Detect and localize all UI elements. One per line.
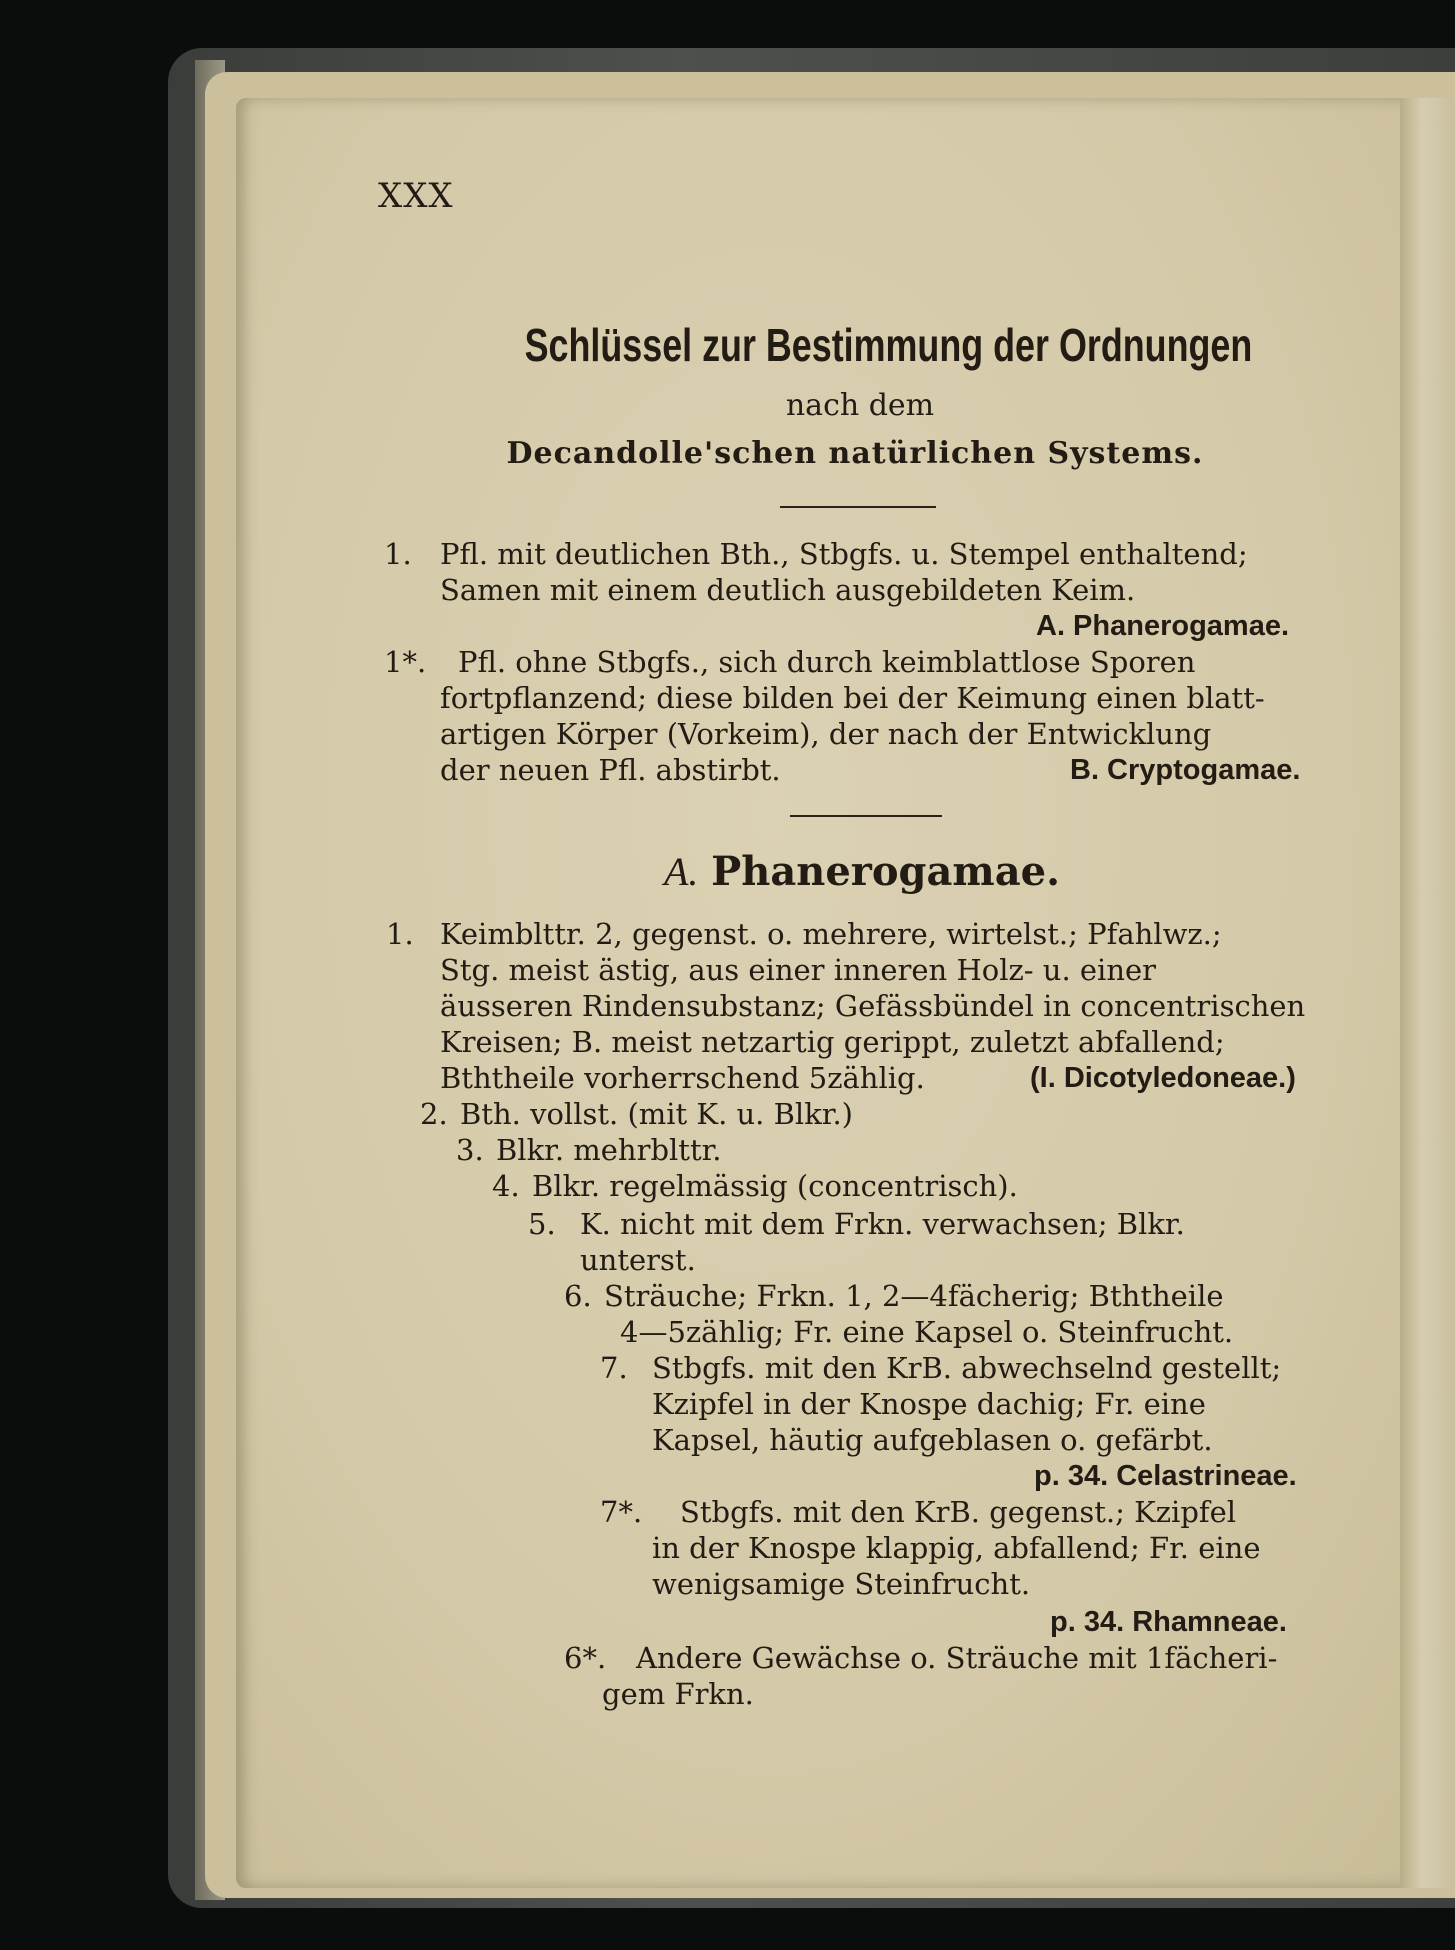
key-line: wenigsamige Steinfrucht. bbox=[652, 1567, 1031, 1601]
key-num: 2. bbox=[420, 1097, 448, 1131]
key-result: (I. Dicotyledoneae.) bbox=[1030, 1062, 1296, 1094]
divider-middle bbox=[790, 815, 942, 817]
key-line: 4—5zählig; Fr. eine Kapsel o. Steinfrucht. bbox=[620, 1315, 1234, 1349]
key-line: Kapsel, häutig aufgeblasen o. gefärbt. bbox=[652, 1423, 1213, 1457]
system-name: Decandolle'schen natürlichen Systems. bbox=[506, 436, 1204, 471]
key-line: Bth. vollst. (mit K. u. Blkr.) bbox=[460, 1097, 853, 1131]
intro-line: Pfl. mit deutlichen Bth., Stbgfs. u. Stempel enthaltend; bbox=[440, 537, 1248, 571]
page-gutter bbox=[1400, 98, 1455, 1888]
section-letter: A. bbox=[664, 849, 699, 894]
page-title: Schlüssel zur Bestimmung der Ordnungen bbox=[524, 319, 1253, 371]
key-line: Bththeile vorherrschend 5zählig. bbox=[440, 1061, 925, 1095]
divider-top bbox=[780, 506, 936, 508]
key-num: 7*. bbox=[600, 1495, 643, 1529]
key-num: 7. bbox=[600, 1351, 628, 1385]
section-name: Phanerogamae. bbox=[711, 848, 1061, 895]
key-line: K. nicht mit dem Frkn. verwachsen; Blkr. bbox=[580, 1207, 1185, 1241]
intro-line: Samen mit einem deutlich ausgebildeten Keim. bbox=[440, 573, 1136, 607]
key-num: 6. bbox=[564, 1279, 592, 1313]
page-subtitle: nach dem bbox=[785, 388, 935, 423]
key-line: äusseren Rindensubstanz; Gefässbündel in concentrischen bbox=[440, 989, 1306, 1023]
key-line: Blkr. mehrblttr. bbox=[496, 1133, 722, 1167]
intro-line: der neuen Pfl. abstirbt. bbox=[440, 753, 781, 787]
key-num: 1. bbox=[386, 917, 414, 951]
intro-result: B. Cryptogamae. bbox=[1070, 754, 1301, 786]
key-line: Stg. meist ästig, aus einer inneren Holz- u. einer bbox=[440, 953, 1157, 987]
key-line: Stbgfs. mit den KrB. gegenst.; Kzipfel bbox=[680, 1495, 1237, 1529]
key-line: unterst. bbox=[580, 1243, 696, 1277]
intro-line: Pfl. ohne Stbgfs., sich durch keimblattlose Sporen bbox=[458, 645, 1196, 679]
key-line: Sträuche; Frkn. 1, 2—4fächerig; Bththeile bbox=[604, 1279, 1224, 1313]
key-line: Kzipfel in der Knospe dachig; Fr. eine bbox=[652, 1387, 1206, 1421]
key-num: 6*. bbox=[564, 1641, 607, 1675]
key-line: gem Frkn. bbox=[602, 1677, 754, 1711]
intro-num: 1. bbox=[384, 537, 412, 571]
key-num: 4. bbox=[492, 1169, 520, 1203]
key-line: Andere Gewächse o. Sträuche mit 1fächeri- bbox=[636, 1641, 1278, 1675]
key-result: p. 34. Rhamneae. bbox=[1050, 1606, 1287, 1638]
intro-line: artigen Körper (Vorkeim), der nach der Entwicklung bbox=[440, 717, 1212, 751]
intro-result: A. Phanerogamae. bbox=[1036, 610, 1290, 642]
key-num: 3. bbox=[456, 1133, 484, 1167]
key-line: in der Knospe klappig, abfallend; Fr. eine bbox=[652, 1531, 1261, 1565]
page-number: XXX bbox=[378, 176, 454, 216]
key-line: Kreisen; B. meist netzartig gerippt, zuletzt abfallend; bbox=[440, 1025, 1225, 1059]
key-line: Keimblttr. 2, gegenst. o. mehrere, wirtelst.; Pfahlwz.; bbox=[440, 917, 1222, 951]
intro-line: fortpflanzend; diese bilden bei der Keimung einen blatt- bbox=[440, 681, 1265, 715]
section-heading bbox=[664, 848, 1060, 895]
intro-num: 1*. bbox=[384, 645, 427, 679]
key-line: Stbgfs. mit den KrB. abwechselnd gestellt; bbox=[652, 1351, 1282, 1385]
key-num: 5. bbox=[528, 1207, 556, 1241]
key-result: p. 34. Celastrineae. bbox=[1034, 1460, 1297, 1492]
key-line: Blkr. regelmässig (concentrisch). bbox=[532, 1169, 1018, 1203]
